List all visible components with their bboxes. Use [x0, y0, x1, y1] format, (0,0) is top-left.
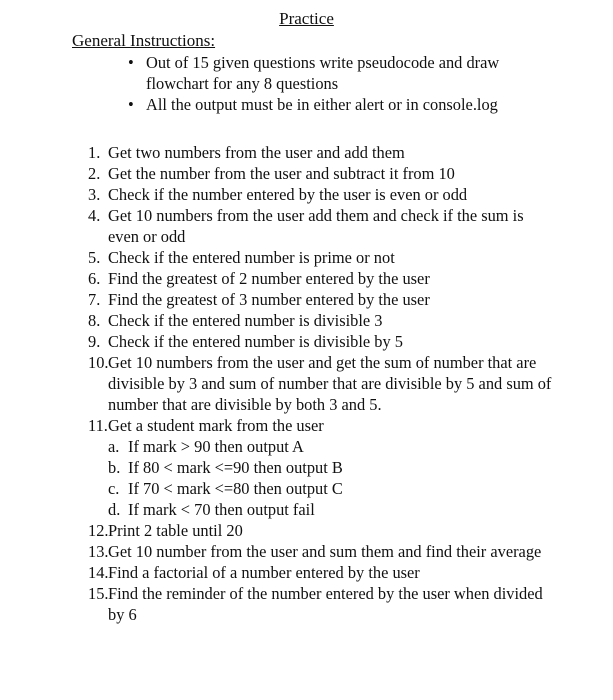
question-list: [88, 142, 558, 625]
question-number: 2.: [88, 164, 101, 183]
question-item: [88, 415, 558, 436]
question-text: Find a factorial of a number entered by the user: [108, 563, 420, 582]
general-instructions-heading: General Instructions:: [72, 31, 216, 50]
question-number: 5.: [88, 248, 101, 267]
sub-item-letter: c.: [108, 479, 120, 498]
sub-item-text: If mark > 90 then output A: [128, 437, 304, 456]
question-item: [88, 247, 558, 268]
question-item: [88, 163, 558, 184]
sub-item-text: If 80 < mark <=90 then output B: [128, 458, 343, 477]
question-text: Get the number from the user and subtract it from 10: [108, 164, 455, 183]
question-text: Get a student mark from the user: [108, 416, 324, 435]
question-item: [88, 331, 558, 352]
sub-item-text: If 70 < mark <=80 then output C: [128, 479, 343, 498]
question-number: 14.: [88, 563, 109, 582]
question-item: [88, 142, 558, 163]
question-item: [88, 268, 558, 289]
question-number: 7.: [88, 290, 101, 309]
question-item: [88, 583, 558, 625]
bullet-text: All the output must be in either alert or in console.log: [146, 95, 498, 114]
question-number: 1.: [88, 143, 101, 162]
question-item: [88, 184, 558, 205]
bullet-item: [128, 94, 548, 115]
sub-item-letter: a.: [108, 437, 120, 456]
question-number: 6.: [88, 269, 101, 288]
question-number: 10.: [88, 353, 109, 372]
question-item: [88, 562, 558, 583]
bullet-icon: •: [128, 95, 134, 114]
sub-item-text: If mark < 70 then output fail: [128, 500, 315, 519]
question-text: Check if the number entered by the user is even or odd: [108, 185, 468, 204]
question-item: [88, 352, 558, 415]
question-text: Print 2 table until 20: [108, 521, 243, 540]
question-item: [88, 541, 558, 562]
question-item: [88, 205, 558, 247]
question-text: Find the greatest of 2 number entered by the user: [108, 269, 430, 288]
bullet-icon: •: [128, 53, 134, 72]
question-number: 8.: [88, 311, 101, 330]
question-text: Find the greatest of 3 number entered by the user: [108, 290, 430, 309]
question-number: 15.: [88, 584, 109, 603]
sub-item: [88, 499, 558, 520]
question-number: 3.: [88, 185, 101, 204]
question-number: 13.: [88, 542, 109, 561]
question-text: Check if the entered number is divisible 3: [108, 311, 383, 330]
sub-item: [88, 436, 558, 457]
question-text: Check if the entered number is prime or not: [108, 248, 395, 267]
sub-item-letter: b.: [108, 458, 121, 477]
question-text: Check if the entered number is divisible by 5: [108, 332, 403, 351]
question-item: [88, 289, 558, 310]
question-text: Find the reminder of the number entered by the user when divided by 6: [108, 584, 543, 624]
question-number: 11.: [88, 416, 108, 435]
question-number: 12.: [88, 521, 109, 540]
page-title: Practice: [279, 9, 334, 28]
question-text: Get 10 numbers from the user add them and check if the sum is even or odd: [108, 206, 524, 246]
question-item: [88, 310, 558, 331]
sub-item-letter: d.: [108, 500, 121, 519]
bullet-item: [128, 52, 548, 94]
question-text: Get two numbers from the user and add them: [108, 143, 405, 162]
question-text: Get 10 numbers from the user and get the sum of number that are divisible by 3 and sum of number that are divisible by 5 and sum of number that are divisible by both 3 and 5.: [108, 353, 552, 414]
sub-item: [88, 478, 558, 499]
question-number: 4.: [88, 206, 101, 225]
bullet-text: Out of 15 given questions write pseudocode and draw flowchart for any 8 questions: [146, 53, 500, 93]
question-text: Get 10 number from the user and sum them and find their average: [108, 542, 542, 561]
question-item: [88, 520, 558, 541]
question-number: 9.: [88, 332, 101, 351]
instruction-bullets: [128, 52, 548, 115]
sub-item: [88, 457, 558, 478]
